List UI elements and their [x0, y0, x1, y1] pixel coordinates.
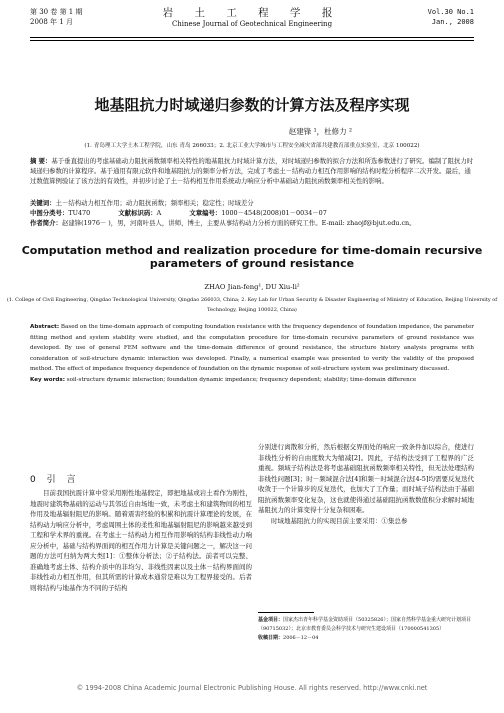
author-bio-label: 作者简介： [30, 219, 62, 227]
doc-code-value: A [156, 209, 162, 217]
keywords-en-text: soil-structure dynamic interaction; foundation dynamic impedance; frequency dependent; stability; time-domain difference [66, 376, 417, 383]
author-bio [30, 218, 474, 228]
keywords-cn-label: 关键词： [30, 199, 56, 207]
journal-title-cn: 岩 土 工 程 学 报 [162, 7, 342, 19]
clc-value: TU470 [68, 209, 91, 217]
body-column-right [258, 442, 474, 526]
fund-label: 基金项目： [258, 617, 284, 623]
keywords-cn-text: 土－结构动力相互作用；动力阻抗函数；频率相关；稳定性；时域差分 [55, 199, 254, 207]
clc-label: 中图分类号： [30, 209, 69, 217]
copyright-footer: © 1994-2008 China Academic Journal Electronic Publishing House. All rights reserved. http://www.cnki.net [76, 684, 428, 692]
section-number: 0 [30, 475, 40, 485]
header-volume-en: Vol.30 No.1 [427, 8, 474, 16]
section-heading [30, 472, 79, 485]
header-right [428, 7, 474, 27]
abstract-cn-text: 基于垂直提出的考虑基础动力阻抗函数频率相关特性的地基阻抗力时域计算方法，对时域递归参数的拟合方法和所选参数进行了研究。编制了阻抗力时域递归参数的计算程序。基于通用有限元软件和地基阻抗力的频率分析方法，完成了考虑土－结构动力相互作用影响的结构时程分析程序二次开发。最后，通过数值算例验证了该方法的有效性，并初步讨论了土－结构相互作用系统动力响应分析中基础动力阻抗函数频率相关性的影响。 [30, 157, 474, 186]
section-title: 引 言 [46, 475, 80, 485]
abstract-en-label: Abstract: [30, 324, 60, 330]
header-center [30, 7, 474, 29]
authors-en: ZHAO Jian-feng¹, DU Xiu-li² [204, 283, 300, 291]
abstract-en [30, 322, 474, 386]
fund-text: 国家杰出青年科学基金资助项目（50325826）；国家自然科学基金重大研究计划项目（90715032）；北京市教育委员会科学技术与研究生建设项目（170000541305） [258, 617, 471, 632]
abstract-cn-label: 摘 要： [30, 157, 52, 165]
footnote [258, 616, 474, 643]
paper-title-en: Computation method and realization procedure for time-domain recursive parameters of ground resistance [21, 244, 483, 270]
received-label: 收稿日期： [258, 635, 284, 641]
abstract-en-text: Based on the time-domain approach of computing foundation resistance with the frequency dependence of foundation impedance, the parameter fitting method and system stability were studied, and the computation procedure for time-domain recursive parameters of ground resistance was developed. By use of general FEM software and the time-domain difference of ground resistance, the structure history analysis programs with consideration of soil-structure dynamic interaction was developed. Finally, a numerical example was presented to verify the validity of the proposed method. The effect of impedance frequency dependence of foundation on the dynamic response of soil-structure system was preliminary discussed. [30, 324, 474, 373]
article-id-label: 文章编号： [189, 209, 222, 217]
header-rule [30, 37, 474, 38]
header-rule-thin [30, 40, 474, 41]
header-date: 2008 年 1 月 [30, 18, 73, 26]
article-id-value: 1000－4548(2008)01－0034－07 [221, 209, 327, 217]
paper-title-cn: 地基阻抗力时域递归参数的计算方法及程序实现 [94, 96, 410, 114]
body-text-left: 目前我国抗震计算中常采用刚性地基假定，即把地基或岩土看作为刚性，地震时建筑物基础的运动与其邻近自由场地一致，未考虑土和建筑物间的相互作用及地基辐射阻尼的影响。随着震害经验的积累和抗震计算理论的发展，在结构动力响应分析中，考虑周围土体的柔性和地基辐射阻尼的影响越来越受到工程和学术界的重视。在考虑土－结构动力相互作用影响的结构非线性动力响应分析中，基础与结构界面间的相互作用力计算是关键问题之一，解决这一问题的方法可归纳为两大类[1]：①整体分析法；②子结构法。前者可以完整、准确地考虑土体、结构介质中的非均匀、非线性因素以及土体－结构界面间的非线性动力相互作用，但其所需的计算成本通常是难以为工程界接受的。后者则将结构与地基作为不同的子结构 [30, 489, 252, 592]
keywords-en-label: Key words: [30, 376, 65, 383]
journal-title-en: Chinese Journal of Geotechnical Engineering [171, 20, 333, 28]
body-text-right-p2: 时域地基阻抗力的实现目前主要采用：①集总参 [271, 516, 408, 525]
classification-line [30, 208, 474, 218]
affiliation-en: (1. College of Civil Engineering, Qingdao Technological University, Qingdao 266033, China; 2. Key Lab for Urban Security & Disaster Engineering of Ministry of Education, Beijing University of Technology, Beijing 100022, China) [6, 297, 498, 313]
body-text-right-p1: 分别进行离散和分析，然后根据交界面处的响应一致条件加以综合，使进行非线性分析的自由度数大为缩减[2]。因此，子结构法受到了工程界的广泛重视。频域子结构法是将考虑基础阻抗函数频率相关特性，但无法处理结构非线性问题[3]；时－频域混合法[4]和频－时域混合法[4-5]均需要反复迭代收敛于一个计算步的反复迭代，也加大了工作量；而时域子结构法由于基础阻抗函数频率变化复杂，这也就使得通过基础阻抗函数数值积分求解时域地基阻抗力的计算变得十分复杂和困难。 [258, 443, 474, 514]
header-date-en: Jan., 2008 [431, 18, 474, 26]
authors-cn: 赵建锋 ¹，杜修力 ² [288, 127, 352, 136]
header-volume: 第 30 卷 第 1 期 [30, 8, 83, 16]
affiliation-cn: (1. 青岛理工大学土木工程学院，山东 青岛 266033；2. 北京工业大学城市与工程安全减灾省部共建教育部重点实验室，北京 100022) [84, 143, 420, 149]
author-bio-text: 赵建锋(1976－ )，男，河南叶县人，讲师，博士，主要从事结构动力分析方面的研究工作。E-mail: zhaojf@bjut.edu.cn。 [61, 219, 416, 227]
footnote-rule [258, 612, 314, 613]
running-header [30, 7, 474, 37]
received-text: 2006－12－04 [283, 635, 319, 641]
doc-code-label: 文献标识码： [118, 209, 157, 217]
keywords-cn [30, 198, 474, 208]
abstract-cn [30, 156, 474, 187]
